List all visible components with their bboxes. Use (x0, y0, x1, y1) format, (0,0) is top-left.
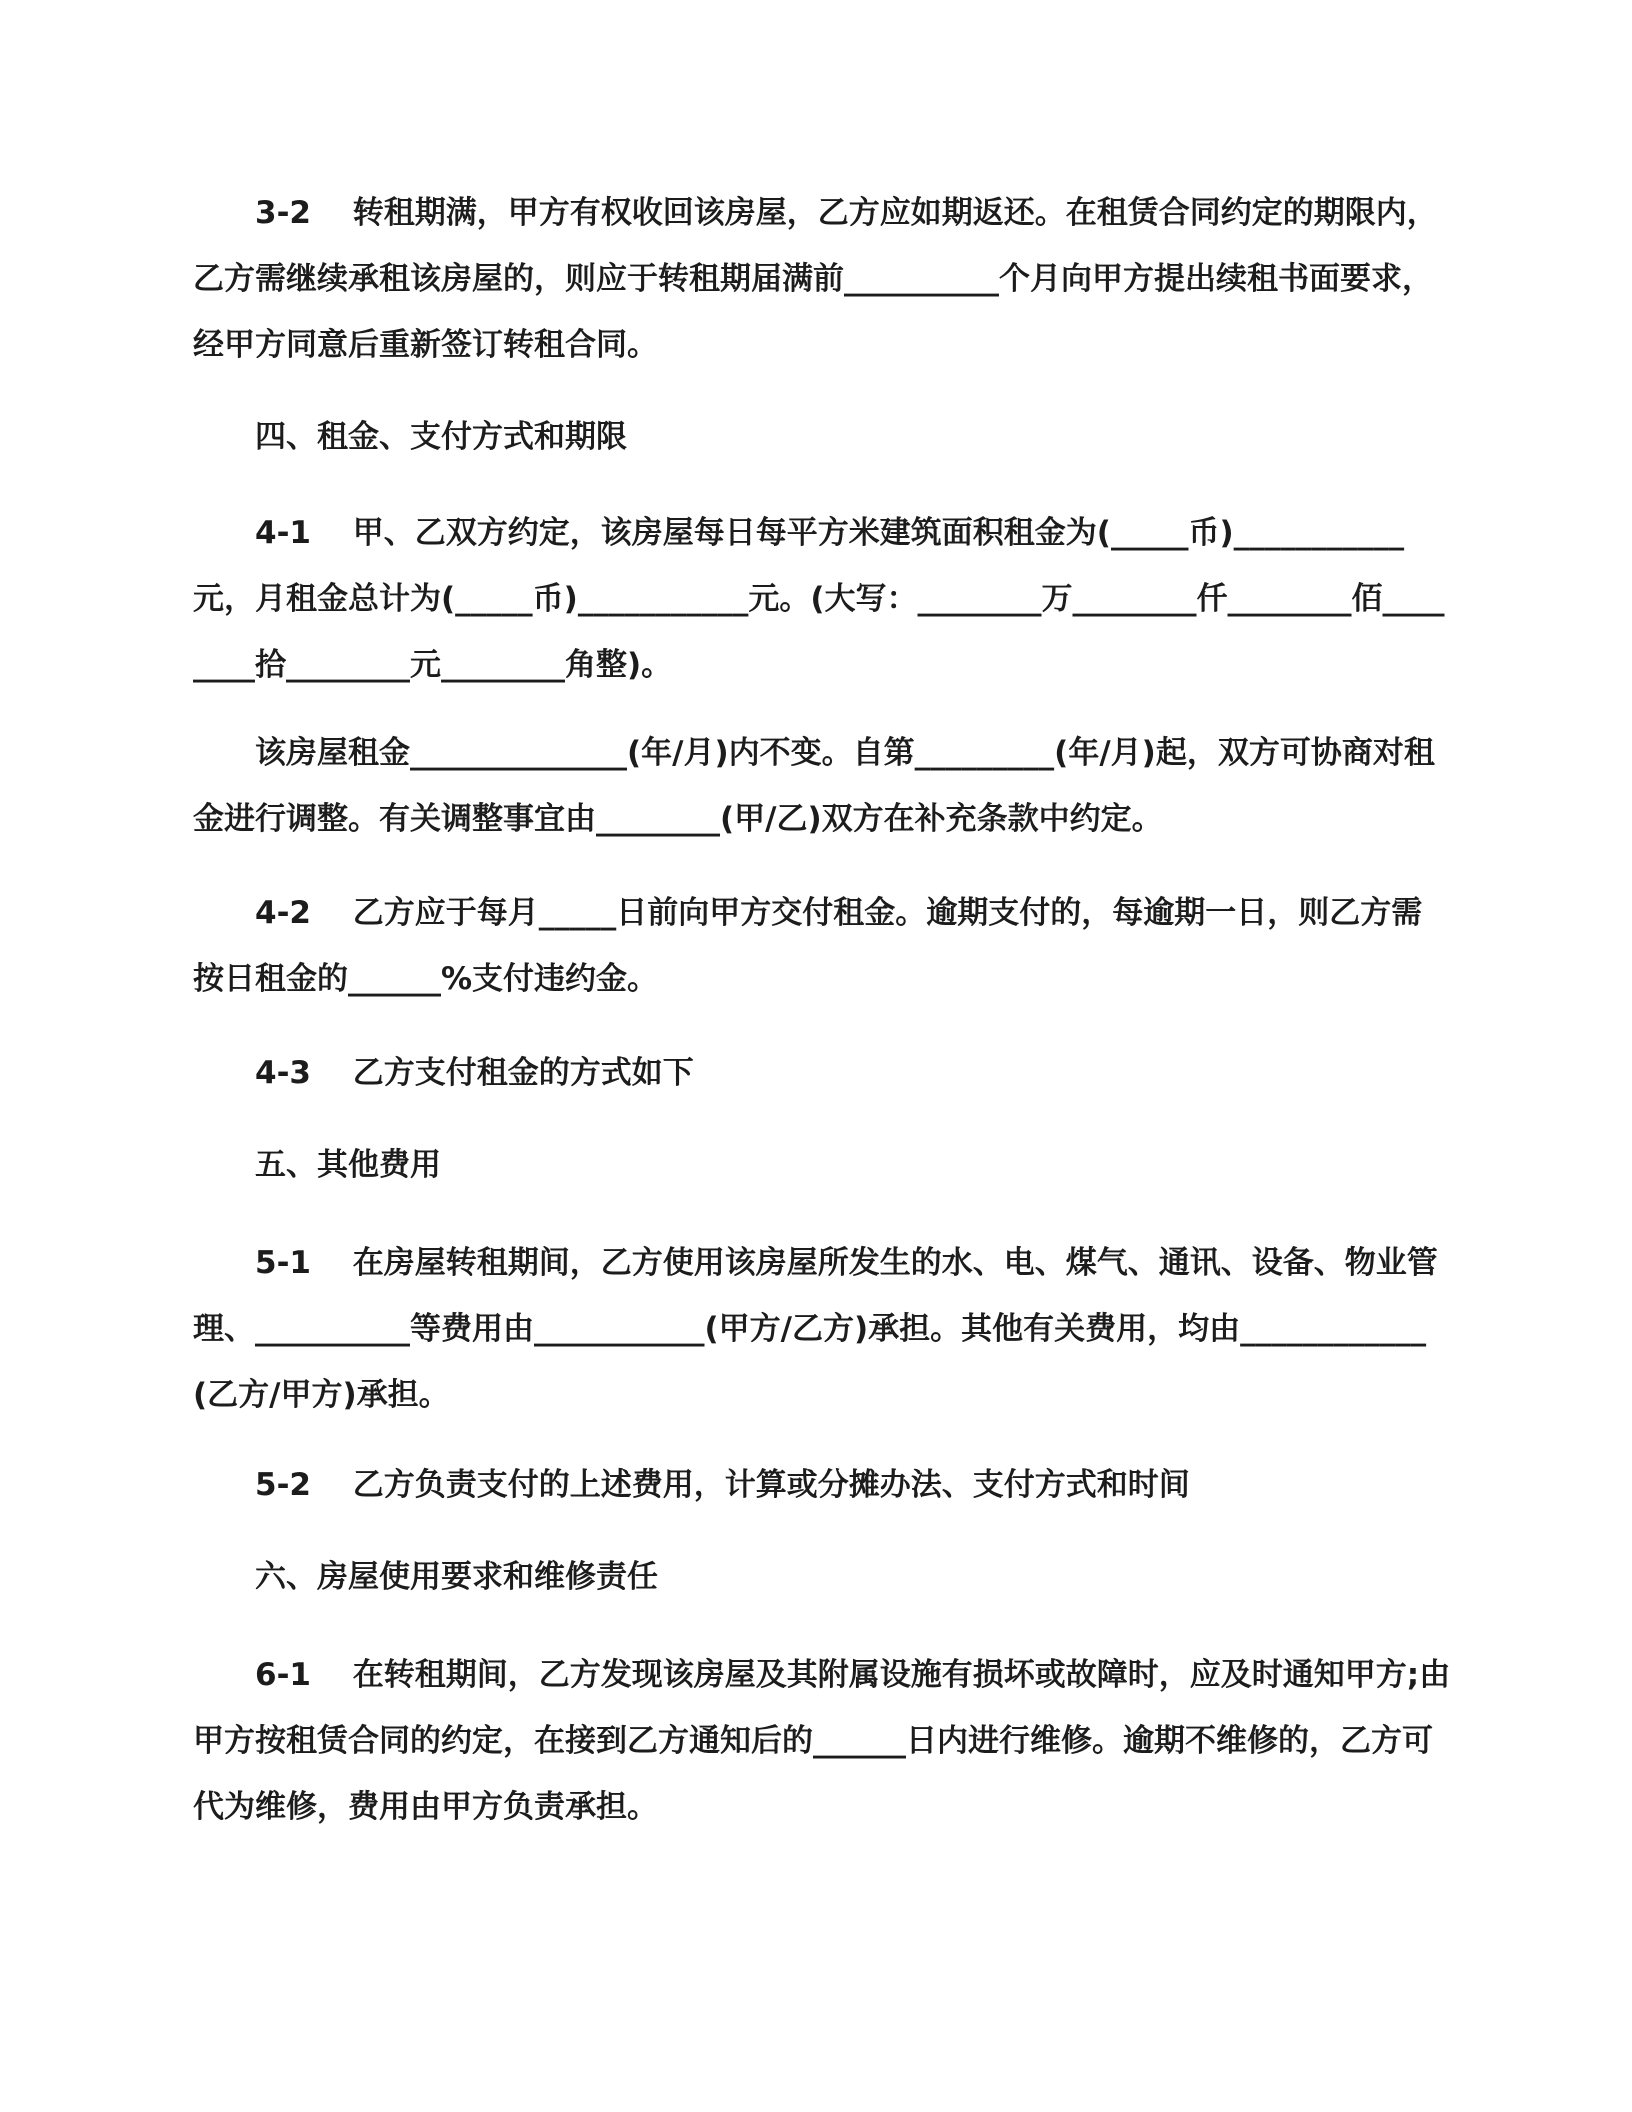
clause-4-2: 4-2 乙方应于每月_____日前向甲方交付租金。逾期支付的，每逾期一日，则乙方需按日租金的______%支付违约金。 (193, 895, 1423, 997)
clause-5-1: 5-1 在房屋转租期间，乙方使用该房屋所发生的水、电、煤气、通讯、设备、物业管理、__________等费用由___________(甲方/乙方)承担。其他有关费用，均由____________(乙方/甲方)承担。 (193, 1245, 1438, 1413)
section-heading-4: 四、租金、支付方式和期限 (255, 419, 627, 455)
section-heading-5: 五、其他费用 (255, 1147, 441, 1183)
clause-3-2: 3-2 转租期满，甲方有权收回该房屋，乙方应如期返还。在租赁合同约定的期限内，乙方需继续承租该房屋的，则应于转租期届满前__________个月向甲方提出续租书面要求，经甲方同意后重新签订转租合同。 (193, 195, 1438, 363)
clause-4-3: 4-3 乙方支付租金的方式如下 (255, 1055, 694, 1091)
clause-4-1-rent-adjustment: 该房屋租金______________(年/月)内不变。自第_________(年/月)起，双方可协商对租金进行调整。有关调整事宜由________(甲/乙)双方在补充条款中约定。 (193, 735, 1435, 837)
section-heading-6: 六、房屋使用要求和维修责任 (255, 1559, 658, 1595)
clause-6-1: 6-1 在转租期间，乙方发现该房屋及其附属设施有损坏或故障时，应及时通知甲方;由甲方按租赁合同的约定，在接到乙方通知后的______日内进行维修。逾期不维修的，乙方可代为维修，费用由甲方负责承担。 (193, 1657, 1451, 1825)
clause-4-1: 4-1 甲、乙双方约定，该房屋每日每平方米建筑面积租金为(_____币)___________元，月租金总计为(_____币)___________元。(大写：________万________仟________佰________拾________元________角整)。 (193, 515, 1445, 683)
clause-5-2: 5-2 乙方负责支付的上述费用，计算或分摊办法、支付方式和时间 (255, 1467, 1190, 1503)
